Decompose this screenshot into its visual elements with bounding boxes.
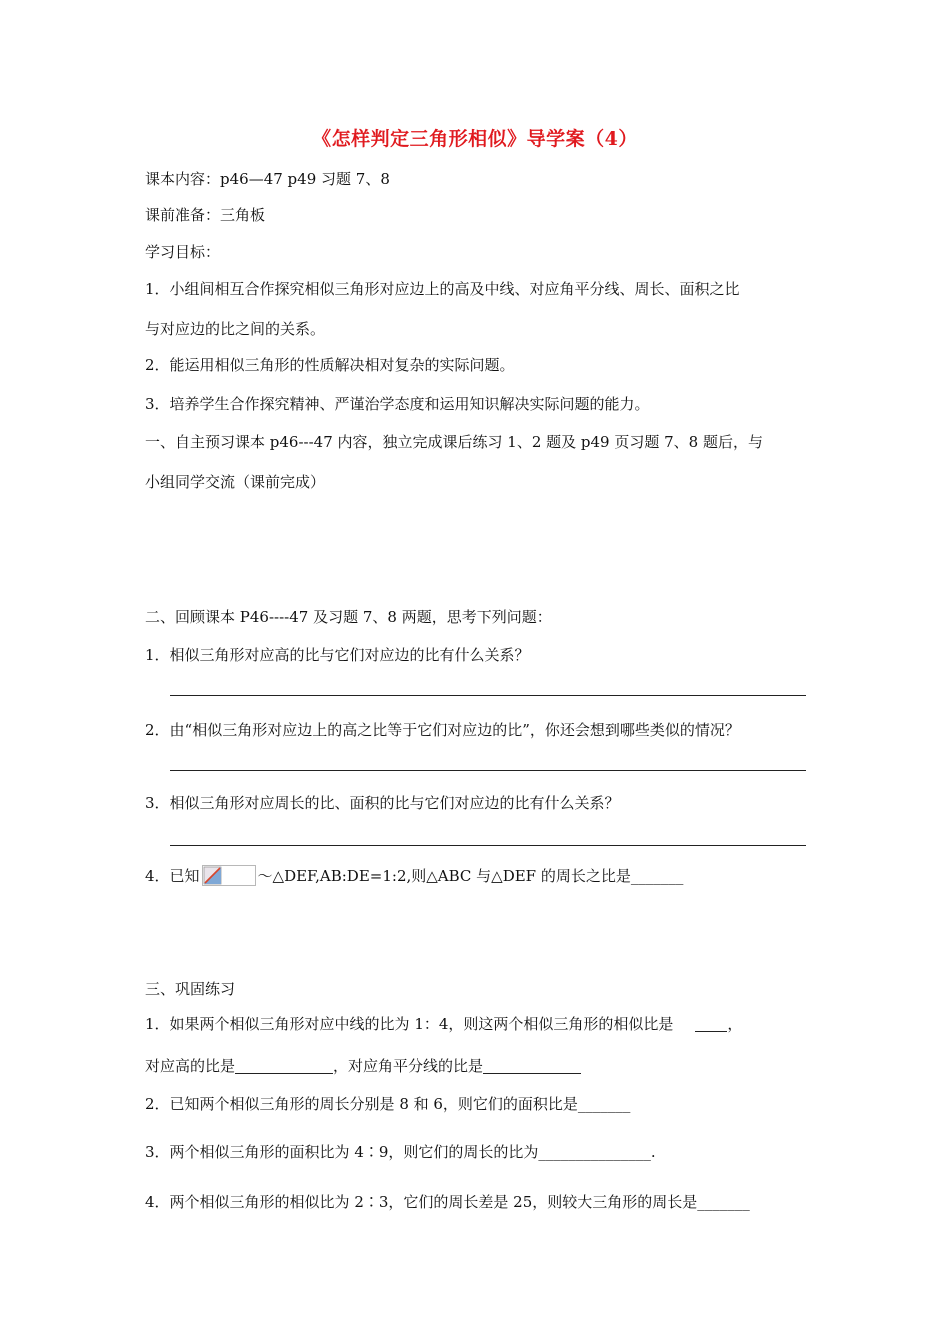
question-3: 3．相似三角形对应周长的比、面积的比与它们对应边的比有什么关系？ xyxy=(145,794,620,812)
practice-1-blank-ratio[interactable] xyxy=(695,1016,727,1032)
goal-2: 2．能运用相似三角形的性质解决相对复杂的实际问题。 xyxy=(145,356,515,374)
goal-1-line-1: 1．小组间相互合作探究相似三角形对应边上的高及中线、对应角平分线、周长、面积之比 xyxy=(145,280,740,298)
goals-label: 学习目标： xyxy=(145,243,221,261)
practice-2: 2．已知两个相似三角形的周长分别是 8 和 6，则它们的面积比是_______ xyxy=(145,1095,631,1113)
question-4 xyxy=(145,865,683,886)
preparation-line: 课前准备：三角板 xyxy=(145,206,266,224)
practice-4: 4．两个相似三角形的相似比为 2∶3，它们的周长差是 25，则较大三角形的周长是_______ xyxy=(145,1193,750,1211)
answer-blank-1[interactable] xyxy=(170,695,806,696)
section-3-heading: 三、巩固练习 xyxy=(145,980,236,998)
practice-1-comma: ， xyxy=(727,1015,743,1033)
practice-1-line-1 xyxy=(145,1014,742,1034)
practice-1-text: 1．如果两个相似三角形对应中线的比为 1：4，则这两个相似三角形的相似比是 xyxy=(145,1015,674,1033)
page-title: 《怎样判定三角形相似》导学案（4） xyxy=(312,128,638,150)
section-2-heading: 二、回顾课本 P46----47 及习题 7、8 两题，思考下列问题： xyxy=(145,608,552,626)
question-2: 2．由“相似三角形对应边上的高之比等于它们对应边的比”，你还会想到哪些类似的情况？ xyxy=(145,721,740,739)
practice-1-height-label: 对应高的比是 xyxy=(145,1057,236,1075)
broken-image-icon xyxy=(202,865,256,886)
question-1: 1．相似三角形对应高的比与它们对应边的比有什么关系？ xyxy=(145,646,530,664)
practice-1-blank-height[interactable] xyxy=(235,1058,333,1074)
practice-1-blank-bisector[interactable] xyxy=(483,1058,581,1074)
section-1-line-1: 一、自主预习课本 p46---47 内容，独立完成课后练习 1、2 题及 p49 页习题 7、8 题后，与 xyxy=(145,433,763,451)
answer-blank-2[interactable] xyxy=(170,770,806,771)
practice-1-bisector-label: ，对应角平分线的比是 xyxy=(333,1057,484,1075)
goal-1-line-2: 与对应边的比之间的关系。 xyxy=(145,320,326,338)
section-1-line-2: 小组同学交流（课前完成） xyxy=(145,473,326,491)
practice-1-line-2 xyxy=(145,1056,581,1076)
practice-3: 3．两个相似三角形的面积比为 4∶9，则它们的周长的比为_______________. xyxy=(145,1143,656,1161)
question-4-prefix: 4．已知 xyxy=(145,867,200,885)
goal-3: 3．培养学生合作探究精神、严谨治学态度和运用知识解决实际问题的能力。 xyxy=(145,395,650,413)
question-4-rest: ～△DEF,AB:DE=1:2,则△ABC 与△DEF 的周长之比是_______ xyxy=(257,867,684,885)
answer-blank-3[interactable] xyxy=(170,845,806,846)
textbook-content-line: 课本内容：p46—47 p49 习题 7、8 xyxy=(145,170,390,188)
